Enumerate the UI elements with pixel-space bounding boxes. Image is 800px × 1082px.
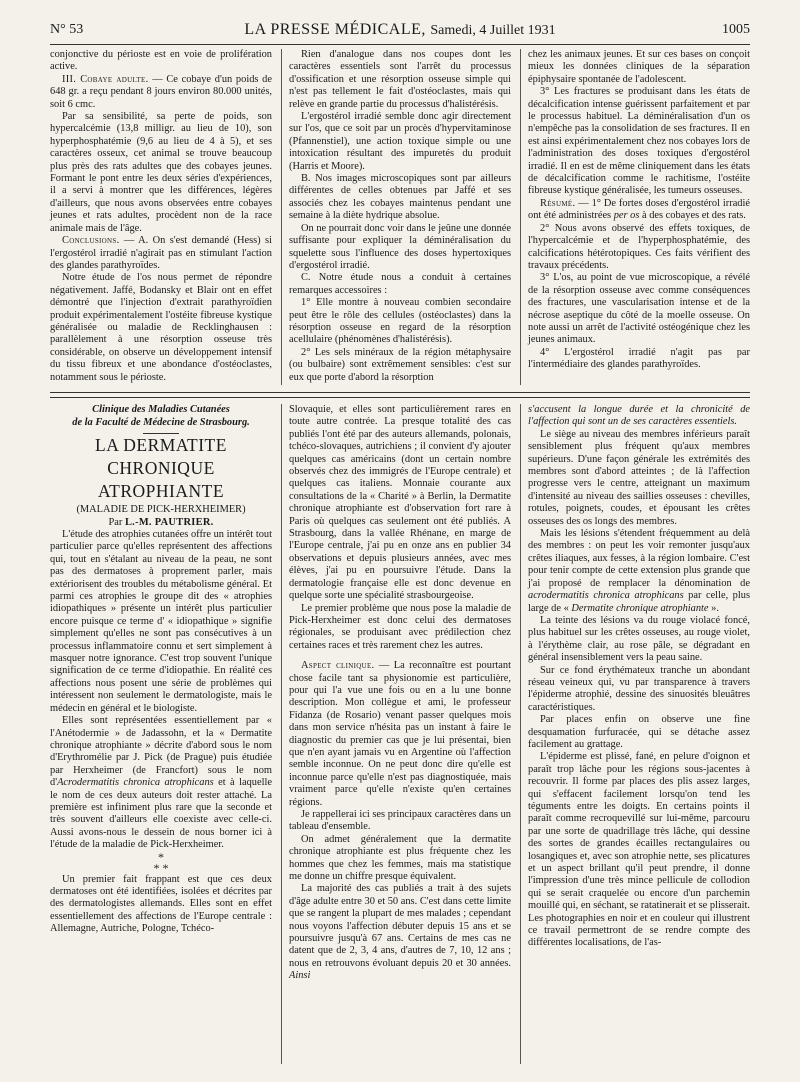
paragraph: Notre étude de l'os nous permet de répondre négativement. Jaffé, Bodansky et Blair ont en effet démontré que l'injection d'extrait parathyroïdien produit expérimentalement l'ostéite fibreuse kystique généralisée ou maladie de Recklinghausen : parallèlement à une résorption osseuse très considérable, on observe un développement intensif du tissu fibreux et une abondance d'ostéoclastes, notamment sous le périoste. (50, 272, 272, 383)
section-separator: * * * (153, 849, 169, 875)
paragraph: conjonctive du périoste est en voie de prolifération active. (50, 49, 272, 73)
paragraph: 1° Elle montre à nouveau combien secondaire peut être le rôle des cellules (ostéoclastes) dans la résorption osseuse en regard de la résorption acellulaire (phénomènes d'halistérésis). (289, 297, 511, 346)
paragraph: 2° Les sels minéraux de la région métaphysaire (ou bulbaire) sont extrêmement sensibles: c'est sur eux que porte d'abord la résorption (289, 346, 511, 383)
paragraph: L'étude des atrophies cutanées offre un intérêt tout particulier parce qu'elles représentent des affections qui, tout en s'étalant au niveau de la peau, ne sont pas des dermatoses à proprement parler, mais extériorisent des troubles du métabolisme général. Et parmi ces atrophies le groupe dit des « atrophies idiopathiques » présente un intérêt plus particulier encore puisque ce terme d' « idiopathique » signifie simplement qu'elles ne sont pas consécutives à un processus inflammatoire connu et sert simplement à masquer notre ignorance. C'est trop souvent l'unique signification de ce terme d'idiopathie. En réalité ces affections nous posent une série de problèmes qui intéressent non seulement le dermatologiste, mais le médecin en général et le biologiste. (50, 529, 272, 714)
journal-title: LA PRESSE MÉDICALE, Samedi, 4 Juillet 1931 (244, 21, 556, 38)
paragraph: chez les animaux jeunes. Et sur ces bases on conçoit mieux les données cliniques de la séparation épiphysaire spontanée de l'adolescent. (528, 49, 750, 85)
article-column-3 (528, 404, 750, 950)
paragraph: Sur ce fond érythémateux tranche un abondant réseau veineux qui, vu par transparence à travers l'épiderme atrophié, dessine des sinuosités bleuâtres caractéristiques. (528, 664, 750, 713)
article-column-1 (50, 404, 272, 936)
paragraph: Le siège au niveau des membres inférieurs paraît sensiblement plus fréquent qu'aux membres supérieurs. D'une façon générale les extrémités des membres sont d'abord atteintes ; de là l'affection progresse vers le centre, atteignant un maximum d'intensité au niveau des saillies osseuses : chevilles, rotules, poignets, coudes, et épousant les crêtes osseuses des os longs des membres. (528, 428, 750, 527)
header-rule (50, 44, 750, 45)
paragraph: Elles sont représentées essentiellement par « l'Anétodermie » de Jadassohn, et la « Dermatite chronique atrophiante » décrite d'abord sous le nom d'Erythromélie par J. Pick (de Prague) puis étudiée par Herxheimer (de Francfort) sous le nom d'Acrodermatitis chronica atrophicans et à laquelle le nom de ces deux auteurs doit rester attaché. La première est infiniment plus rare que la seconde et très souvent d'ailleurs elle coexiste avec celle-ci. Aussi avons-nous le dessein de nous borner ici à l'étude de la maladie de Pick-Herxheimer. (50, 715, 272, 851)
page-header (50, 20, 750, 42)
paragraph: Conclusions. — A. On s'est demandé (Hess) si l'ergostérol irradié n'agirait pas en stimulant l'action des glandes parathyroïdes. (50, 235, 272, 271)
paragraph: Par sa sensibilité, sa perte de poids, son hypercalcémie (13,8 milligr. au lieu de 10), son hyperphosphatémie (9,6 au lieu de 4 à 5), et ses caractères osseux, cet animal se trouve beaucoup plus près des rats adultes que des cobayes jeunes. Formant le pont entre les deux séries d'expériences, il a servi à montrer que les différences, légères d'ailleurs, que nous avons observées entre cobayes jeunes et rats adultes, procèdent non de la race animale mais de l'âge. (50, 111, 272, 234)
issue-date: Samedi, 4 Juillet 1931 (430, 23, 556, 38)
paragraph: Je rappellerai ici ses principaux caractères dans un tableau d'ensemble. (289, 809, 511, 833)
paragraph: Slovaquie, et elles sont particulièrement rares en toute autre contrée. La presque totalité des cas publiés l'ont été par des auteurs allemands, polonais, tchéco-slovaques, autrichiens ; il convient d'y ajouter quelques cas américains (dont un certain nombre observés chez des immigrés de l'Europe centrale) et quelques cas italiens. Monnaie courante aux consultations de la « Charité » à Berlin, la Dermatite chronique atrophiante est d'observation fort rare à Paris où quelques cas seulement ont été publiés. A Strasbourg, dans la vallée Rhénane, en marge de l'Europe centrale, j'ai pu en onze ans en publier 34 observations et depuis plusieurs années, avec mes élèves, j'ai pu en poursuivre l'étude. Dans la dermatologie française elle est donc devenue en quelque sorte une spécialité strasbourgeoise. (289, 404, 511, 602)
paragraph: 2° Nous avons observé des effets toxiques, de l'hypercalcémie et de l'hyperphosphatémie, des calcifications hétérotopiques. Ces faits vérifient des travaux précédents. (528, 222, 750, 271)
column-rule (520, 404, 521, 1064)
column-rule (281, 49, 282, 385)
paragraph: Un premier fait frappant est que ces deux dermatoses ont été identifiées, isolées et décrites par des dermatologistes allemands. Elles sont en effet essentiellement des affections de l'Europe centrale : Allemagne, Autriche, Pologne, Tchéco- (50, 873, 272, 935)
paragraph: 3° L'os, au point de vue microscopique, a révélé de la résorption osseuse avec comme conséquences des fractures, une vascularisation intense et de la nécrose aseptique du côté de la moelle osseuse. On note aussi un arrêt de l'activité ostéogénique chez les jeunes animaux. (528, 272, 750, 346)
paragraph: C. Notre étude nous a conduit à certaines remarques accessoires : (289, 272, 511, 296)
paragraph: La teinte des lésions va du rouge violacé foncé, plus habituel sur les crêtes osseuses, au rouge violet, à l'érythème clair, au rose pâle, se dégradant en général insensiblement vers la peau saine. (528, 614, 750, 664)
paragraph: Mais les lésions s'étendent fréquemment au delà des membres : on peut les voir remonter jusqu'aux crêtes iliaques, aux fesses, à la région lombaire. C'est pour tenir compte de cette extension plus grande que j'ai proposé de remplacer la dénomination de acrodermatitis chronica atrophicans par celle, plus large de « Dermatite chronique atrophiante ». (528, 528, 751, 614)
paragraph: s'accusent la longue durée et la chronicité de l'affection qui sont un de ses caractères essentiels. (528, 404, 750, 428)
top-column-2 (289, 49, 511, 384)
paragraph: L'épiderme est plissé, fané, en pelure d'oignon et paraît trop lâche pour les régions sous-jacentes à recouvrir. Il forme par places des plis assez larges, qui s'effacent facilement lorsqu'on tend les téguments entre les doigts. En certains points il paraît comme recroquevillé sur lui-même, parcouru par une sorte de quadrillage très lâche, qui dessine des sortes de grandes écailles rectangulaires ou losangiques et, avec son atrophie nette, ses plicatures et un aspect brillant qu'il peut prendre, il donne l'impression d'une très mince pellicule de collodion qui se serait craquelée ou encore d'un parchemin mouillé qui, en séchant, se ratatinerait et se plisserait. Les photographies en noir et en couleur qui illustrent ce travail permettront de se rendre compte des différentes localisations, de l'as- (528, 751, 750, 949)
section-divider (50, 392, 750, 398)
paragraph: On ne pourrait donc voir dans le jeûne une donnée suffisante pour expliquer la déminéralisation du squelette sous l'influence des doses hypertoxiques d'ergostérol irradié. (289, 222, 511, 271)
paragraph: Par places enfin on observe une fine desquamation furfuracée, qui se détache assez facilement au grattage. (528, 714, 750, 750)
clinic-line: de la Faculté de Médecine de Strasbourg. (72, 416, 250, 428)
paragraph: III. Cobaye adulte. — Ce cobaye d'un poids de 648 gr. a reçu pendant 8 jours environ 80.000 unités, soit 6 cmc. (50, 73, 272, 110)
paragraph: B. Nos images microscopiques sont par ailleurs différentes de celles obtenues par Jaffé et ses associés chez les cobayes maintenus pendant une semaine à la diète hydrique absolue. (289, 173, 511, 222)
article-title: LA DERMATITE CHRONIQUE ATROPHIANTE (95, 435, 227, 501)
column-rule (281, 404, 282, 1064)
top-column-3 (528, 49, 750, 372)
article-column-2 (289, 404, 511, 983)
page-number: 1005 (722, 22, 750, 37)
paragraph: 3° Les fractures se produisant dans les états de décalcification intense guérissent parfaitement et par le processus habituel. La déminéralisation d'un os n'empêche pas la consolidation de ses fractures. Il en est ainsi expérimentalement chez nos cobayes lors de l'administration des doses toxiques d'ergostérol irradié. Il en est de même cliniquement dans les états de décalcification comme le rachitisme, l'ostéite fibreuse kystique généralisée, les tumeurs osseuses. (528, 86, 750, 197)
paragraph: On admet généralement que la dermatite chronique atrophiante est plus fréquente chez les hommes que chez les femmes, mais ma statistique me donne un chiffre presque équivalent. (289, 833, 511, 883)
paragraph: L'ergostérol irradié semble donc agir directement sur l'os, que ce soit par un procès d'hypervitaminose (Pfannenstiel), une action toxique simple ou une intoxication résultant des impuretés du produit (Harris et Moore). (289, 111, 511, 172)
paragraph: Le premier problème que nous pose la maladie de Pick-Herxheimer est donc celui des dermatoses régionales, se produisant avec prédilection chez certaines races et très rarement chez les autres. (289, 602, 511, 651)
article-author: Par L.-M. PAUTRIER. (108, 517, 214, 528)
paragraph: Aspect clinique. — La reconnaître est pourtant chose facile tant sa physionomie est particulière, pour qui l'a vue une fois ou en a lu une bonne description. Mon collègue et ami, le professeur Fidanza (de Rosario) venant passer quelques mois dans mon service n'hésita pas un instant à faire le diagnostic du premier cas que je lui présentai, bien que n'en ayant jamais vu en Argentine où l'affection semble inconnue. On ne peut donc dire qu'elle est inconnue parce qu'elle n'est pas diagnostiquée, mais vraiment parce qu'elle n'existe qu'en certaines régions. (289, 660, 511, 808)
article-subtitle: (MALADIE DE PICK-HERXHEIMER) (76, 504, 246, 515)
paragraph: 4° L'ergostérol irradié n'agit pas par l'intermédiaire des glandes parathyroïdes. (528, 346, 750, 371)
paragraph: Rien d'analogue dans nos coupes dont les caractères essentiels sont l'arrêt du processus d'ossification et une résorption osseuse simple qui n'est pas tellement le fait d'ostéoclastes, mais qui relève en grande partie du processus d'halistérésis. (289, 49, 511, 110)
clinic-line: Clinique des Maladies Cutanées (92, 404, 230, 415)
paragraph: Résumé. — 1° De fortes doses d'ergostérol irradié ont été administrées per os à des cobayes et des rats. (528, 197, 750, 222)
column-rule (520, 49, 521, 385)
top-column-1 (50, 49, 272, 384)
paragraph: La majorité des cas publiés a trait à des sujets d'âge adulte entre 30 et 50 ans. C'est dans cette limite que se rangent la plupart de mes malades ; cependant nous voyons l'affection débuter depuis 15 ans et se poursuivre jusqu'à 67 ans. Certains de mes cas ne datent que de 2, 3, 4 ans, d'autres de 7, 10, 12 ans ; nous en retrouvons évoluant depuis 20 et 30 années. Ainsi (289, 883, 511, 982)
issue-number: N° 53 (50, 22, 84, 37)
